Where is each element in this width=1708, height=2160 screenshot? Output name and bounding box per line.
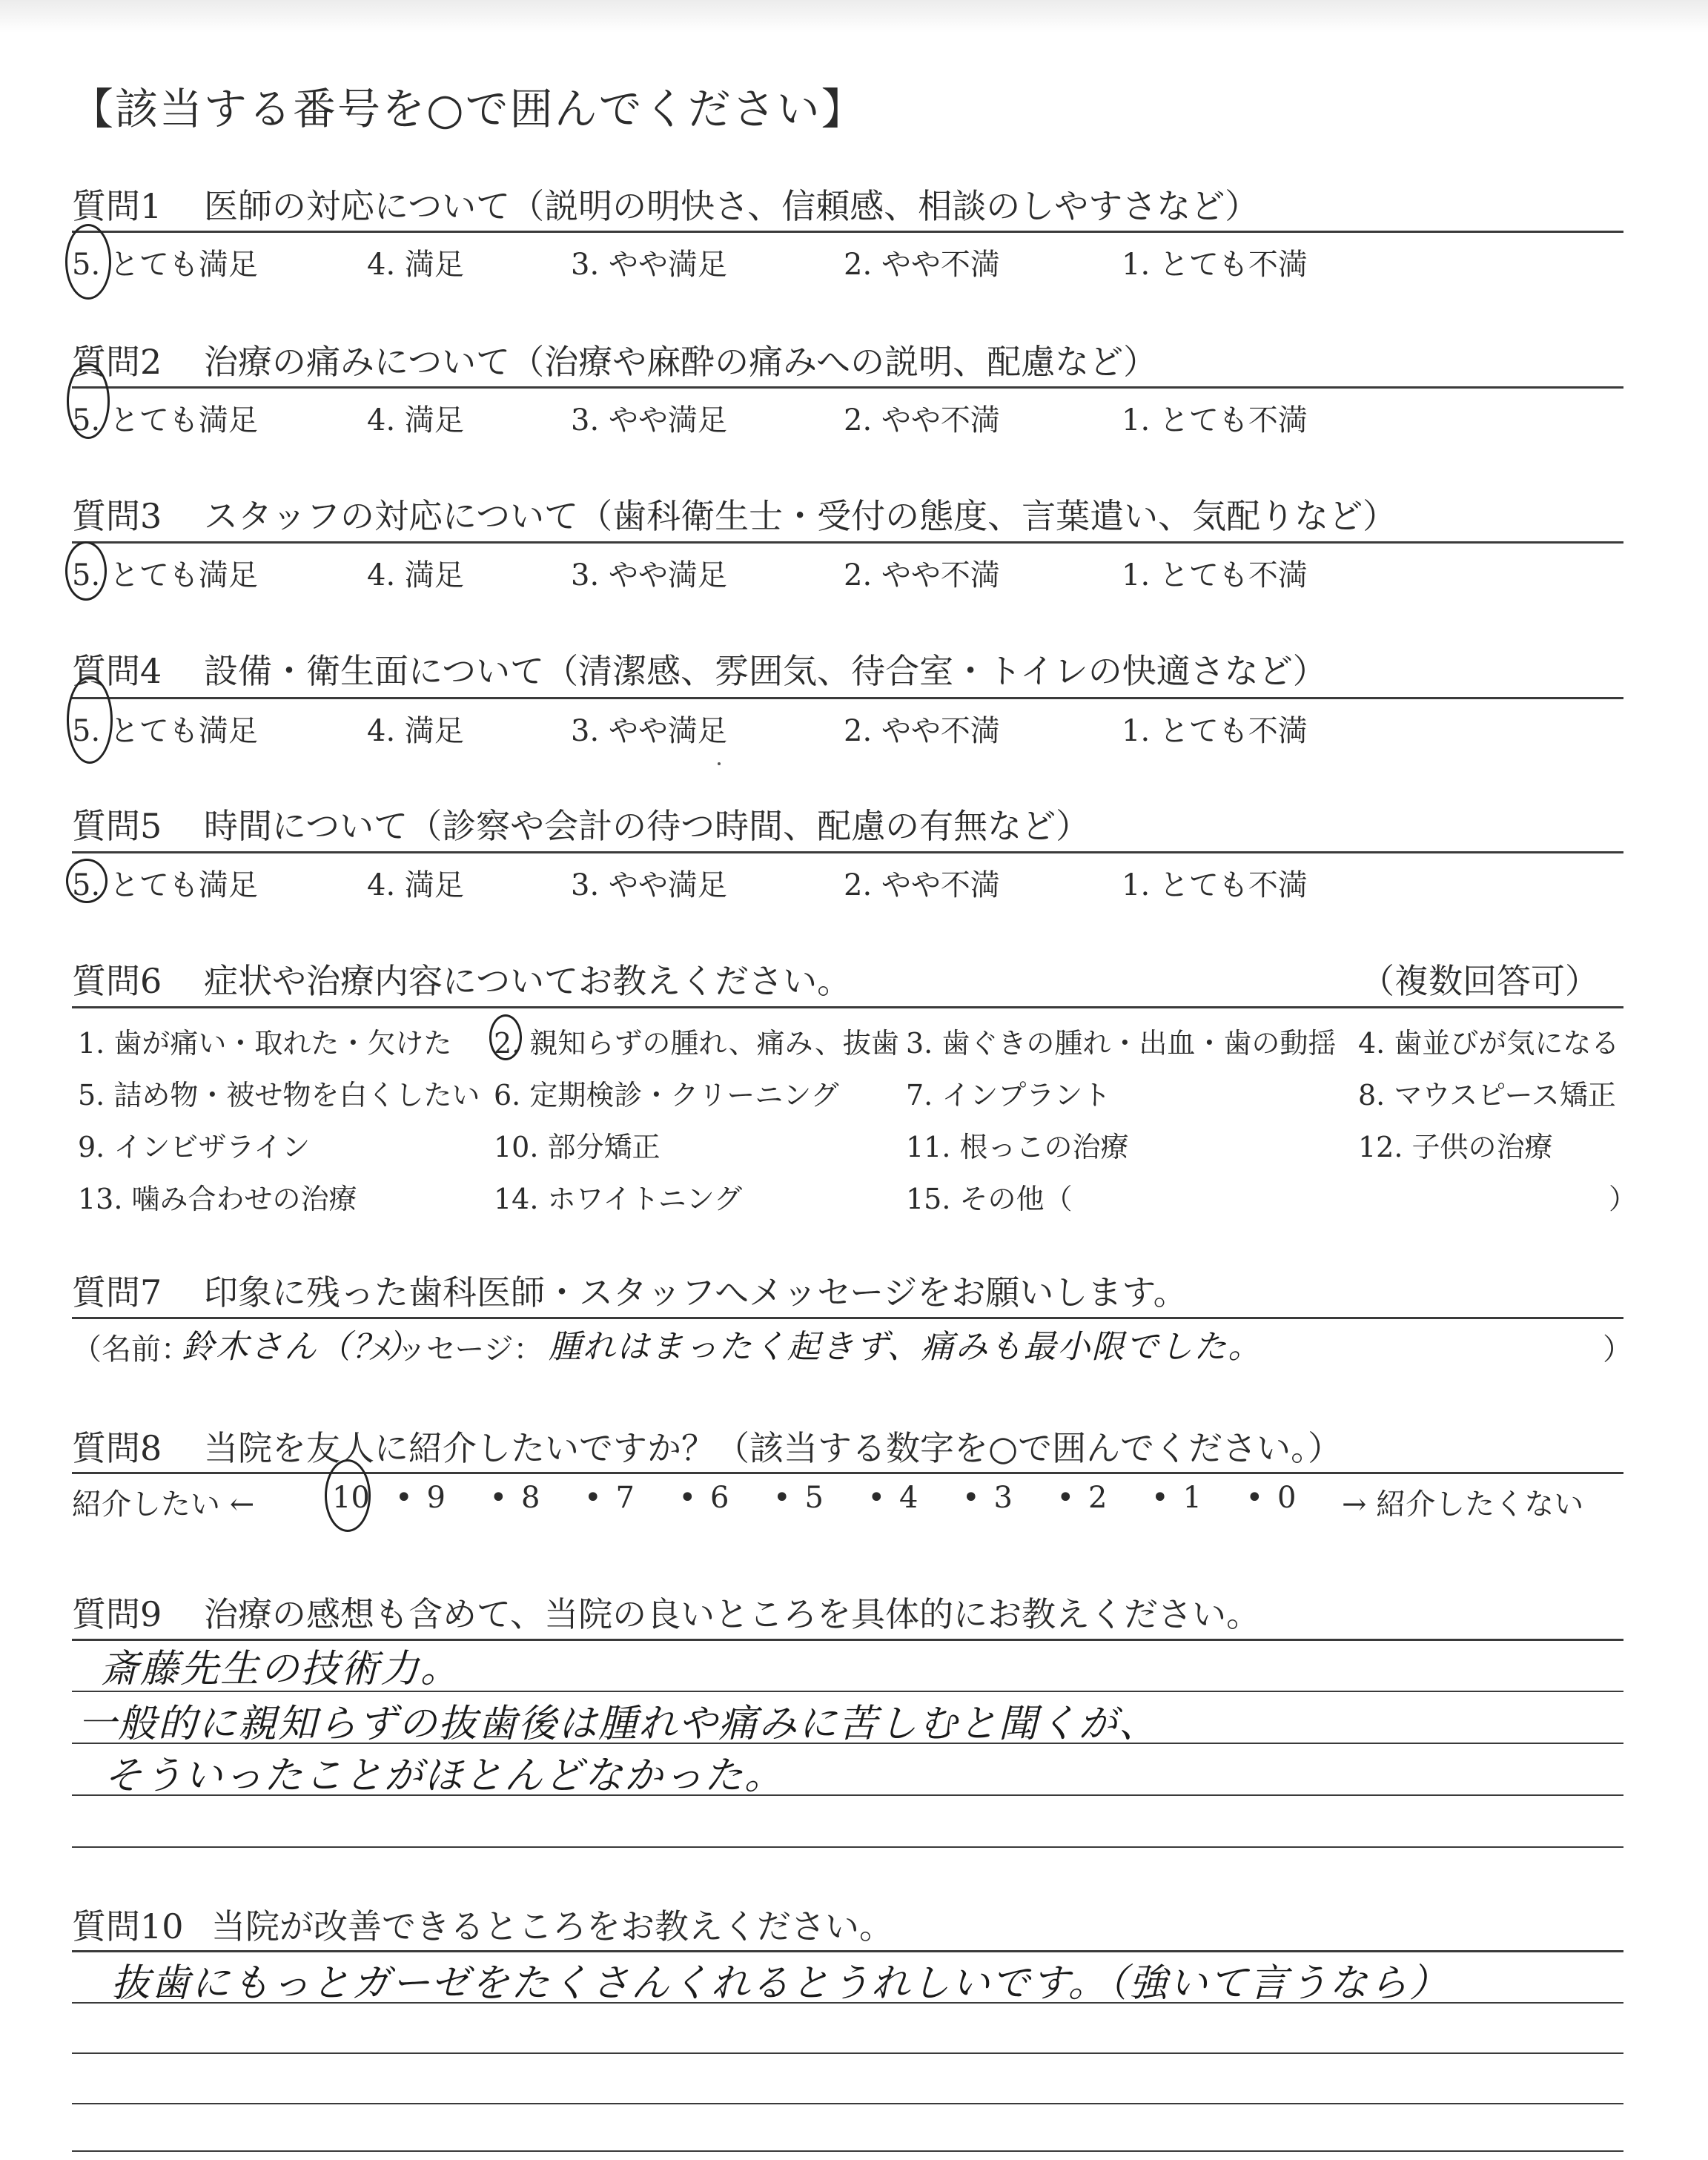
q2-rule bbox=[72, 386, 1623, 389]
q1-text: 医師の対応について（説明の明快さ、信頼感、相談のしやすさなど） bbox=[204, 186, 1260, 226]
q8-scale-separator: • bbox=[773, 1481, 791, 1515]
q9-answer-line-3[interactable]: そういったことがほとんどなかった。 bbox=[104, 1754, 785, 1798]
q10-rule-2 bbox=[72, 2052, 1623, 2054]
q4-option-2[interactable]: 2. やや不満 bbox=[844, 714, 1000, 748]
q9-rule-4 bbox=[72, 1846, 1623, 1848]
q3-option-5[interactable]: 5. とても満足 bbox=[72, 558, 258, 592]
q4-option-1[interactable]: 1. とても不満 bbox=[1122, 714, 1308, 748]
q6-option-9[interactable]: 9. インビザライン bbox=[78, 1131, 311, 1163]
q8-scale-0[interactable]: 0 bbox=[1277, 1481, 1297, 1515]
q3-rule bbox=[72, 541, 1623, 544]
q8-text: 当院を友人に紹介したいですか？（該当する数字を○で囲んでください。） bbox=[204, 1428, 1343, 1468]
q6-option-2[interactable]: 2. 親知らずの腫れ、痛み、抜歯 bbox=[494, 1027, 899, 1060]
q6-other-close-paren: ） bbox=[1609, 1183, 1638, 1215]
q3-option-4[interactable]: 4. 満足 bbox=[367, 558, 464, 592]
q8-scale-8[interactable]: 8 bbox=[521, 1481, 540, 1515]
q8-scale-7[interactable]: 7 bbox=[615, 1481, 635, 1515]
q8-scale-4[interactable]: 4 bbox=[899, 1481, 918, 1515]
q8-selection-circle bbox=[325, 1459, 371, 1532]
q4-label: 質問4 bbox=[72, 651, 162, 691]
q8-label: 質問8 bbox=[72, 1428, 162, 1468]
q6-option-4[interactable]: 4. 歯並びが気になる bbox=[1358, 1027, 1620, 1060]
q8-scale-2[interactable]: 2 bbox=[1088, 1481, 1108, 1515]
q6-option-13[interactable]: 13. 噛み合わせの治療 bbox=[78, 1183, 357, 1215]
q10-text: 当院が改善できるところをお教えください。 bbox=[211, 1906, 893, 1946]
q7-message-label: メッセージ： bbox=[367, 1332, 543, 1367]
q6-option-1[interactable]: 1. 歯が痛い・取れた・欠けた bbox=[78, 1027, 452, 1060]
q6-option-6[interactable]: 6. 定期検診・クリーニング bbox=[494, 1079, 839, 1112]
q2-option-5[interactable]: 5. とても満足 bbox=[72, 403, 258, 437]
q6-option-8[interactable]: 8. マウスピース矯正 bbox=[1358, 1079, 1616, 1112]
q4-option-3[interactable]: 3. やや満足 bbox=[571, 714, 727, 748]
q3-option-3[interactable]: 3. やや満足 bbox=[571, 558, 727, 592]
q6-rule bbox=[72, 1006, 1623, 1008]
q5-selection-circle bbox=[66, 859, 107, 903]
q5-option-5[interactable]: 5. とても満足 bbox=[72, 868, 258, 902]
q8-scale-9[interactable]: 9 bbox=[426, 1481, 446, 1515]
q1-option-2[interactable]: 2. やや不満 bbox=[844, 248, 1000, 282]
scan-top-edge bbox=[0, 0, 1708, 33]
page-title: 【該当する番号を○で囲んでください】 bbox=[70, 84, 866, 134]
q4-text: 設備・衛生面について（清潔感、雰囲気、待合室・トイレの快適さなど） bbox=[204, 651, 1327, 691]
q1-option-4[interactable]: 4. 満足 bbox=[367, 248, 464, 282]
q8-right-label: → 紹介したくない bbox=[1342, 1487, 1584, 1522]
q6-text: 症状や治療内容についてお教えください。 bbox=[204, 961, 852, 1001]
q6-option-15[interactable]: 15. その他（ bbox=[906, 1183, 1073, 1215]
q9-answer-line-1[interactable]: 斎藤先生の技術力。 bbox=[100, 1647, 461, 1691]
q6-option-12[interactable]: 12. 子供の治療 bbox=[1358, 1131, 1553, 1163]
q4-option-5[interactable]: 5. とても満足 bbox=[72, 714, 258, 748]
q5-label: 質問5 bbox=[72, 806, 162, 846]
q8-scale-10[interactable]: 10 bbox=[332, 1481, 370, 1515]
q6-option-5[interactable]: 5. 詰め物・被せ物を白くしたい bbox=[78, 1079, 480, 1112]
q5-option-3[interactable]: 3. やや満足 bbox=[571, 868, 727, 902]
q7-name-value[interactable]: 鈴木さん（？） bbox=[182, 1328, 420, 1366]
q7-label: 質問7 bbox=[72, 1272, 162, 1312]
q8-scale-separator: • bbox=[867, 1481, 886, 1515]
q9-text: 治療の感想も含めて、当院の良いところを具体的にお教えください。 bbox=[204, 1594, 1261, 1634]
q8-scale-6[interactable]: 6 bbox=[710, 1481, 729, 1515]
q5-text: 時間について（診察や会計の待つ時間、配慮の有無など） bbox=[204, 806, 1090, 846]
q8-left-label: 紹介したい ← bbox=[72, 1487, 255, 1522]
q2-selection-circle bbox=[67, 363, 110, 439]
q3-label: 質問3 bbox=[72, 496, 162, 536]
q1-selection-circle bbox=[65, 224, 111, 300]
q8-scale-separator: • bbox=[678, 1481, 697, 1515]
q10-answer-line-1[interactable]: 抜歯にもっとガーゼをたくさんくれるとうれしいです。（強いて言うなら） bbox=[111, 1961, 1449, 2006]
q8-scale-separator: • bbox=[1056, 1481, 1075, 1515]
q6-option-3[interactable]: 3. 歯ぐきの腫れ・出血・歯の動揺 bbox=[906, 1027, 1337, 1060]
q4-rule bbox=[72, 697, 1623, 699]
q5-option-2[interactable]: 2. やや不満 bbox=[844, 868, 1000, 902]
q7-rule bbox=[72, 1317, 1623, 1319]
q1-option-1[interactable]: 1. とても不満 bbox=[1122, 248, 1308, 282]
scan-speck bbox=[718, 762, 721, 765]
q8-scale-separator: • bbox=[1245, 1481, 1264, 1515]
q10-rule-3 bbox=[72, 2103, 1623, 2104]
q6-note: （複数回答可） bbox=[1360, 961, 1599, 1001]
q8-scale-separator: • bbox=[489, 1481, 508, 1515]
q8-scale-separator: • bbox=[962, 1481, 980, 1515]
q10-label: 質問10 bbox=[72, 1906, 184, 1946]
q3-selection-circle bbox=[65, 541, 107, 601]
q3-option-1[interactable]: 1. とても不満 bbox=[1122, 558, 1308, 592]
q4-selection-circle bbox=[67, 676, 113, 764]
q7-name-label: （名前： bbox=[72, 1332, 191, 1367]
q7-close-paren: ） bbox=[1603, 1332, 1632, 1367]
q9-answer-line-2[interactable]: 一般的に親知らずの抜歯後は腫れや痛みに苦しむと聞くが、 bbox=[78, 1702, 1159, 1746]
q7-text: 印象に残った歯科医師・スタッフへメッセージをお願いします。 bbox=[204, 1272, 1188, 1312]
q4-option-4[interactable]: 4. 満足 bbox=[367, 714, 464, 748]
q6-option-11[interactable]: 11. 根っこの治療 bbox=[906, 1131, 1129, 1163]
q6-selection-circle bbox=[489, 1014, 522, 1060]
q1-label: 質問1 bbox=[72, 186, 162, 226]
q5-rule bbox=[72, 851, 1623, 853]
q5-option-1[interactable]: 1. とても不満 bbox=[1122, 868, 1308, 902]
q2-option-3[interactable]: 3. やや満足 bbox=[571, 403, 727, 437]
q3-text: スタッフの対応について（歯科衛生士・受付の態度、言葉遣い、気配りなど） bbox=[204, 496, 1397, 536]
q10-rule-4 bbox=[72, 2150, 1623, 2152]
q2-option-1[interactable]: 1. とても不満 bbox=[1122, 403, 1308, 437]
q8-scale-1[interactable]: 1 bbox=[1182, 1481, 1202, 1515]
q1-rule bbox=[72, 231, 1623, 233]
q8-scale-3[interactable]: 3 bbox=[993, 1481, 1013, 1515]
q8-scale-separator: • bbox=[395, 1481, 413, 1515]
q6-option-10[interactable]: 10. 部分矯正 bbox=[494, 1131, 661, 1163]
q2-option-2[interactable]: 2. やや不満 bbox=[844, 403, 1000, 437]
q8-scale-separator: • bbox=[584, 1481, 602, 1515]
q6-option-7[interactable]: 7. インプラント bbox=[906, 1079, 1111, 1112]
q7-message-value[interactable]: 腫れはまったく起きず、痛みも最小限でした。 bbox=[549, 1328, 1262, 1366]
q1-option-5[interactable]: 5. とても満足 bbox=[72, 248, 258, 282]
q2-label: 質問2 bbox=[72, 342, 162, 382]
q5-option-4[interactable]: 4. 満足 bbox=[367, 868, 464, 902]
q9-label: 質問9 bbox=[72, 1594, 162, 1634]
q2-option-4[interactable]: 4. 満足 bbox=[367, 403, 464, 437]
q3-option-2[interactable]: 2. やや不満 bbox=[844, 558, 1000, 592]
q1-option-3[interactable]: 3. やや満足 bbox=[571, 248, 727, 282]
q6-option-14[interactable]: 14. ホワイトニング bbox=[494, 1183, 743, 1215]
q8-scale-separator: • bbox=[1151, 1481, 1169, 1515]
q2-text: 治療の痛みについて（治療や麻酔の痛みへの説明、配慮など） bbox=[204, 342, 1158, 382]
q8-rule bbox=[72, 1472, 1623, 1474]
q8-scale-5[interactable]: 5 bbox=[804, 1481, 824, 1515]
q6-label: 質問6 bbox=[72, 961, 162, 1001]
